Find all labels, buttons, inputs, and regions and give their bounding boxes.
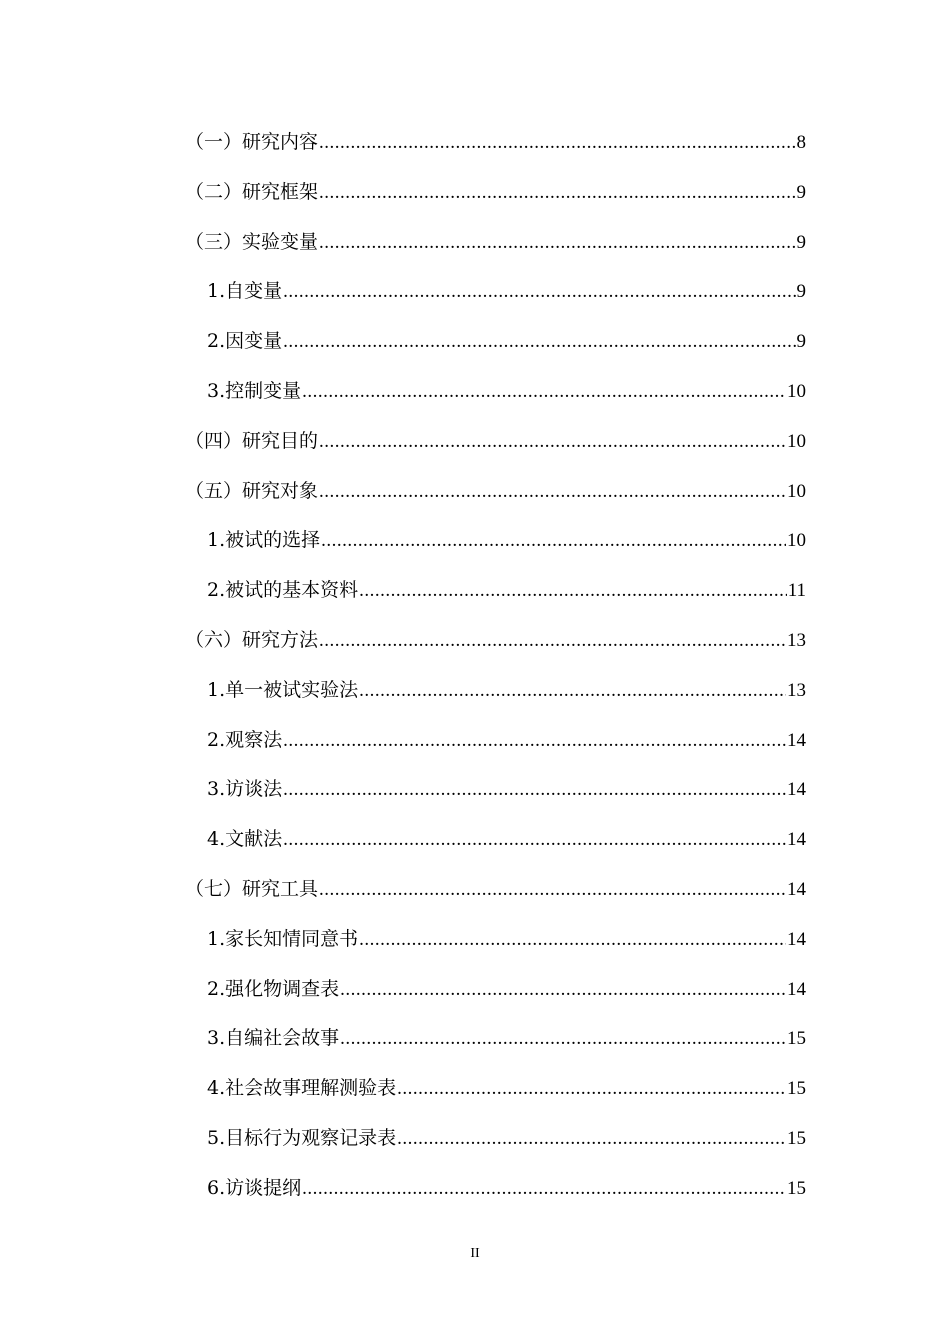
toc-dot-leader bbox=[359, 571, 787, 611]
toc-entry-page-number: 10 bbox=[787, 380, 806, 402]
toc-entry-title: 1.被试的选择 bbox=[207, 529, 321, 552]
toc-entry[interactable] bbox=[185, 819, 806, 869]
toc-entry-page-number: 8 bbox=[796, 132, 806, 153]
toc-entry-page-number: 9 bbox=[796, 281, 806, 303]
toc-entry-title: 4.文献法 bbox=[207, 828, 283, 851]
toc-entry-title: 2.观察法 bbox=[207, 728, 283, 751]
toc-entry[interactable] bbox=[185, 670, 806, 720]
toc-dot-leader bbox=[283, 820, 786, 860]
toc-entry-page-number: 14 bbox=[787, 779, 806, 801]
toc-entry[interactable] bbox=[185, 1068, 806, 1118]
toc-dot-leader bbox=[319, 123, 795, 163]
toc-entry-title: （二）研究框架 bbox=[185, 180, 319, 203]
toc-entry-title: 6.访谈提纲 bbox=[207, 1176, 302, 1199]
toc-dot-leader bbox=[340, 1019, 786, 1059]
toc-entry[interactable] bbox=[185, 222, 806, 272]
toc-entry-page-number: 11 bbox=[787, 580, 806, 602]
toc-dot-leader bbox=[283, 721, 786, 761]
toc-entry[interactable] bbox=[185, 720, 806, 770]
toc-entry-title: 1.家长知情同意书 bbox=[207, 927, 359, 950]
toc-dot-leader bbox=[302, 372, 786, 412]
toc-entry-title: 3.访谈法 bbox=[207, 778, 283, 801]
toc-entry-title: （三）实验变量 bbox=[185, 230, 319, 253]
toc-entry-page-number: 10 bbox=[787, 480, 806, 502]
toc-entry-page-number: 15 bbox=[787, 1028, 806, 1050]
toc-entry-page-number: 14 bbox=[787, 729, 806, 751]
toc-entry[interactable] bbox=[185, 471, 806, 521]
toc-entry[interactable] bbox=[185, 421, 806, 471]
toc-dot-leader bbox=[359, 920, 786, 960]
toc-entry-title: 2.因变量 bbox=[207, 330, 283, 353]
toc-entry-page-number: 9 bbox=[796, 331, 806, 353]
toc-entry[interactable] bbox=[185, 570, 806, 620]
toc-entry[interactable] bbox=[185, 919, 806, 969]
toc-dot-leader bbox=[340, 970, 786, 1010]
toc-entry[interactable] bbox=[185, 1168, 806, 1218]
toc-dot-leader bbox=[283, 322, 795, 362]
toc-entry-page-number: 15 bbox=[787, 1177, 806, 1199]
toc-entry[interactable] bbox=[185, 620, 806, 670]
toc-entry-title: （一）研究内容 bbox=[185, 131, 319, 153]
toc-entry-title: 2.被试的基本资料 bbox=[207, 579, 359, 602]
toc-entry-page-number: 14 bbox=[787, 829, 806, 851]
toc-entry-page-number: 15 bbox=[787, 1127, 806, 1149]
toc-dot-leader bbox=[302, 1169, 786, 1209]
toc-entry-title: 1.自变量 bbox=[207, 280, 283, 303]
toc-dot-leader bbox=[319, 870, 786, 910]
toc-entry-page-number: 13 bbox=[787, 629, 806, 651]
toc-entry-page-number: 13 bbox=[787, 679, 806, 701]
toc-entry[interactable] bbox=[185, 122, 806, 172]
toc-entry-page-number: 10 bbox=[787, 430, 806, 452]
toc-entry[interactable] bbox=[185, 371, 806, 421]
toc-entry-title: 4.社会故事理解测验表 bbox=[207, 1077, 397, 1100]
toc-entry-title: （七）研究工具 bbox=[185, 877, 319, 900]
toc-entry[interactable] bbox=[185, 520, 806, 570]
toc-dot-leader bbox=[319, 621, 786, 661]
toc-entry-page-number: 10 bbox=[787, 530, 806, 552]
toc-dot-leader bbox=[283, 272, 795, 312]
toc-entry[interactable] bbox=[185, 769, 806, 819]
toc-entry[interactable] bbox=[185, 869, 806, 919]
toc-entry-page-number: 14 bbox=[787, 978, 806, 1000]
toc-entry-title: 2.强化物调查表 bbox=[207, 977, 340, 1000]
toc-dot-leader bbox=[397, 1119, 786, 1159]
toc-entry-title: （四）研究目的 bbox=[185, 429, 319, 452]
toc-entry-title: （六）研究方法 bbox=[185, 628, 319, 651]
toc-entry-title: 1.单一被试实验法 bbox=[207, 678, 359, 701]
toc-entry[interactable] bbox=[185, 969, 806, 1019]
toc-entry[interactable] bbox=[185, 321, 806, 371]
toc-entry-title: 3.自编社会故事 bbox=[207, 1027, 340, 1050]
toc-dot-leader bbox=[319, 472, 786, 512]
toc-entry-title: 3.控制变量 bbox=[207, 379, 302, 402]
toc-entry-page-number: 9 bbox=[796, 181, 806, 203]
toc-entry-page-number: 14 bbox=[787, 878, 806, 900]
toc-dot-leader bbox=[283, 770, 786, 810]
toc-entry[interactable] bbox=[185, 271, 806, 321]
toc-dot-leader bbox=[359, 671, 786, 711]
toc-entry[interactable] bbox=[185, 1118, 806, 1168]
toc-entry-page-number: 15 bbox=[787, 1078, 806, 1100]
page-number: II bbox=[470, 1246, 480, 1261]
toc-entry[interactable] bbox=[185, 1018, 806, 1068]
table-of-contents bbox=[185, 122, 806, 1218]
toc-entry-page-number: 9 bbox=[796, 231, 806, 253]
toc-entry-title: （五）研究对象 bbox=[185, 479, 319, 502]
toc-entry-title: 5.目标行为观察记录表 bbox=[207, 1126, 397, 1149]
toc-entry[interactable] bbox=[185, 172, 806, 222]
toc-dot-leader bbox=[319, 223, 795, 263]
toc-entry-page-number: 14 bbox=[787, 928, 806, 950]
toc-dot-leader bbox=[397, 1069, 786, 1109]
toc-dot-leader bbox=[319, 173, 795, 213]
toc-dot-leader bbox=[319, 422, 786, 462]
toc-dot-leader bbox=[321, 521, 786, 561]
